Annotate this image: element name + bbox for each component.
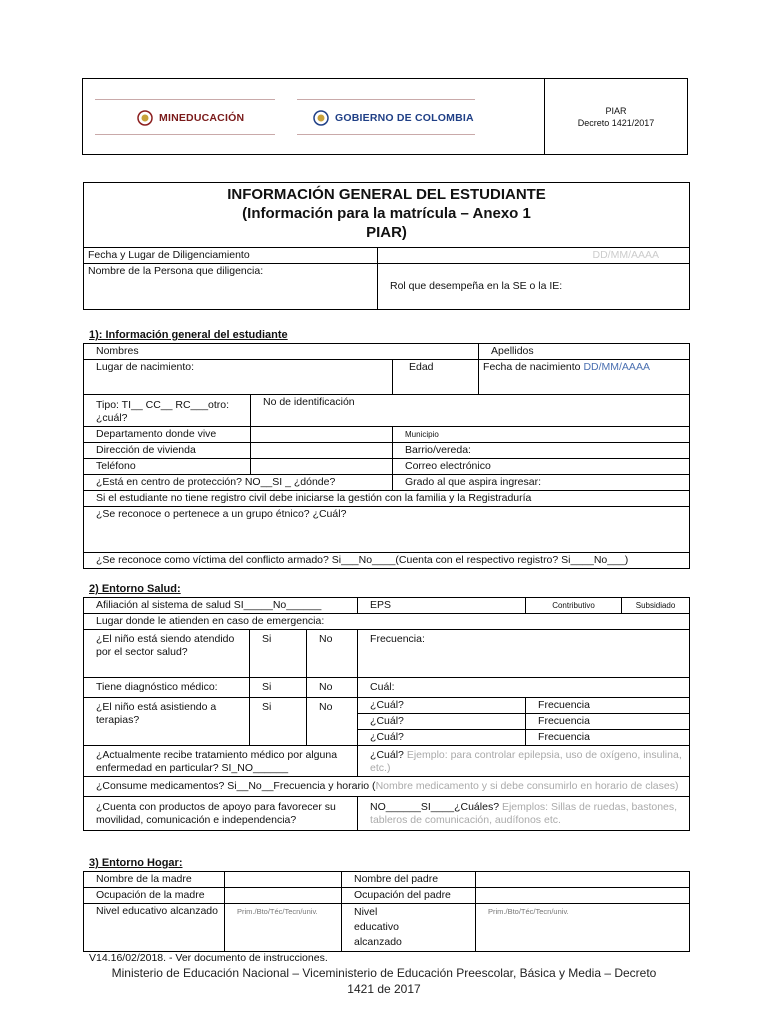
subsidiado-option[interactable]: Subsidiado <box>622 598 690 614</box>
departamento-field[interactable] <box>251 427 393 443</box>
rol-field[interactable] <box>378 264 690 310</box>
departamento-label: Departamento donde vive <box>84 427 251 443</box>
atendido-label: ¿El niño está siendo atendido por el sector salud? <box>84 630 250 678</box>
nivel-madre-field[interactable]: Prim./Bto/Téc/Tecn/univ. <box>225 904 342 952</box>
ocup-padre-field[interactable] <box>476 888 690 904</box>
eps-field[interactable]: EPS <box>358 598 526 614</box>
title-line2: (Información para la matrícula – Anexo 1 <box>242 205 531 222</box>
grado-field[interactable]: Grado al que aspira ingresar: <box>393 475 690 491</box>
footer-line2: 1421 de 2017 <box>347 982 421 996</box>
terapia-frecuencia-1[interactable]: Frecuencia <box>526 698 690 714</box>
terapia-frecuencia-3[interactable]: Frecuencia <box>526 730 690 746</box>
title-table <box>83 182 690 310</box>
header-divider <box>544 79 545 154</box>
terapia-cual-3[interactable]: ¿Cuál? <box>358 730 526 746</box>
title-line1: INFORMACIÓN GENERAL DEL ESTUDIANTE <box>227 186 546 203</box>
registro-civil-note: Si el estudiante no tiene registro civil debe iniciarse la gestión con la familia y la Registraduría <box>84 491 690 507</box>
atendido-no[interactable]: No <box>307 630 358 678</box>
terapias-no[interactable]: No <box>307 698 358 746</box>
edad-field[interactable]: Edad <box>393 360 479 395</box>
lugar-nacimiento-field[interactable]: Lugar de nacimiento: <box>84 360 393 395</box>
proteccion-field[interactable]: ¿Está en centro de protección? NO__SI _ ¿dónde? <box>84 475 393 491</box>
contributivo-option[interactable]: Contributivo <box>526 598 622 614</box>
mineducacion-logo <box>137 110 244 126</box>
diagnostico-no[interactable]: No <box>307 678 358 698</box>
direccion-field[interactable] <box>251 443 393 459</box>
fecha-nacimiento-field[interactable]: Fecha de nacimiento DD/MM/AAAA <box>479 360 690 395</box>
victima-field[interactable]: ¿Se reconoce como víctima del conflicto armado? Si___No____(Cuenta con el respectivo registro? Si____No___) <box>84 553 690 569</box>
madre-field[interactable] <box>225 872 342 888</box>
fecha-field[interactable]: DD/MM/AAAA <box>378 248 690 264</box>
footer-line1: Ministerio de Educación Nacional – Viceministerio de Educación Preescolar, Básica y Media – Decreto <box>111 966 657 980</box>
section3-title: 3) Entorno Hogar: <box>89 857 183 869</box>
padre-field[interactable] <box>476 872 690 888</box>
afiliacion-field[interactable]: Afiliación al sistema de salud SI_____No______ <box>84 598 358 614</box>
barrio-field[interactable]: Barrio/vereda: <box>393 443 690 459</box>
diagnostico-cual[interactable]: Cuál: <box>358 678 690 698</box>
section2-title: 2) Entorno Salud: <box>89 583 181 595</box>
etnico-field[interactable]: ¿Se reconoce o pertenece a un grupo étnico? ¿Cuál? <box>84 507 690 553</box>
section3-table <box>83 871 690 952</box>
section1-table <box>83 343 690 569</box>
nombres-field[interactable]: Nombres <box>84 344 479 360</box>
coat-of-arms-icon <box>313 110 329 126</box>
medicamentos-field[interactable]: ¿Consume medicamentos? Si__No__Frecuencia y horario (Nombre medicamento y si debe consumirlo en horario de clases) <box>84 777 690 797</box>
coat-of-arms-icon <box>137 110 153 126</box>
gobierno-logo <box>313 110 474 126</box>
ocup-madre-field[interactable] <box>225 888 342 904</box>
doc-code: PIAR <box>605 106 627 116</box>
title-line3: PIAR) <box>366 224 407 241</box>
ocup-padre-label: Ocupación del padre <box>342 888 476 904</box>
mineducacion-text: MINEDUCACIÓN <box>159 112 245 124</box>
diagnostico-label: Tiene diagnóstico médico: <box>84 678 250 698</box>
no-identificacion-field[interactable]: No de identificación <box>251 395 690 427</box>
decree: Decreto 1421/2017 <box>577 118 655 128</box>
apellidos-field[interactable]: Apellidos <box>479 344 690 360</box>
persona-label[interactable]: Nombre de la Persona que diligencia: <box>84 264 378 310</box>
padre-label: Nombre del padre <box>342 872 476 888</box>
section2-table <box>83 597 690 831</box>
tipo-documento[interactable]: Tipo: TI__ CC__ RC___otro: ¿cuál? <box>84 395 251 427</box>
telefono-field[interactable] <box>251 459 393 475</box>
diagnostico-si[interactable]: Si <box>250 678 307 698</box>
fecha-label: Fecha y Lugar de Diligenciamiento <box>84 248 378 264</box>
terapia-frecuencia-2[interactable]: Frecuencia <box>526 714 690 730</box>
terapia-cual-1[interactable]: ¿Cuál? <box>358 698 526 714</box>
atendido-frecuencia[interactable]: Frecuencia: <box>358 630 690 678</box>
version-note: V14.16/02/2018. - Ver documento de instrucciones. <box>89 952 328 964</box>
terapias-label: ¿El niño está asistiendo a terapias? <box>84 698 250 746</box>
nivel-padre-label: Nivel educativo alcanzado <box>342 904 476 952</box>
terapias-si[interactable]: Si <box>250 698 307 746</box>
atendido-si[interactable]: Si <box>250 630 307 678</box>
municipio-field[interactable]: Municipio <box>393 427 690 443</box>
title-cell <box>84 183 690 248</box>
apoyo-label: ¿Cuenta con productos de apoyo para favorecer su movilidad, comunicación e independencia? <box>84 797 358 831</box>
correo-field[interactable]: Correo electrónico <box>393 459 690 475</box>
rol-label: Rol que desempeña en la SE o la IE: <box>390 280 563 292</box>
nivel-madre-label: Nivel educativo alcanzado <box>84 904 225 952</box>
gobierno-text: GOBIERNO DE COLOMBIA <box>335 112 474 124</box>
ocup-madre-label: Ocupación de la madre <box>84 888 225 904</box>
apoyo-field[interactable]: NO______SI____¿Cuáles? Ejemplos: Sillas de ruedas, bastones, tableros de comunicación, audífonos etc. <box>358 797 690 831</box>
emergencia-field[interactable]: Lugar donde le atienden en caso de emergencia: <box>84 614 690 630</box>
tratamiento-cual[interactable]: ¿Cuál? Ejemplo: para controlar epilepsia, uso de oxígeno, insulina, etc.) <box>358 746 690 777</box>
terapia-cual-2[interactable]: ¿Cuál? <box>358 714 526 730</box>
nivel-padre-field[interactable]: Prim./Bto/Téc/Tecn/univ. <box>476 904 690 952</box>
header-box <box>82 78 688 155</box>
direccion-label: Dirección de vivienda <box>84 443 251 459</box>
madre-label: Nombre de la madre <box>84 872 225 888</box>
section1-title: 1): Información general del estudiante <box>89 329 288 341</box>
tratamiento-field[interactable]: ¿Actualmente recibe tratamiento médico por alguna enfermedad en particular? SI_NO______ <box>84 746 358 777</box>
telefono-label: Teléfono <box>84 459 251 475</box>
